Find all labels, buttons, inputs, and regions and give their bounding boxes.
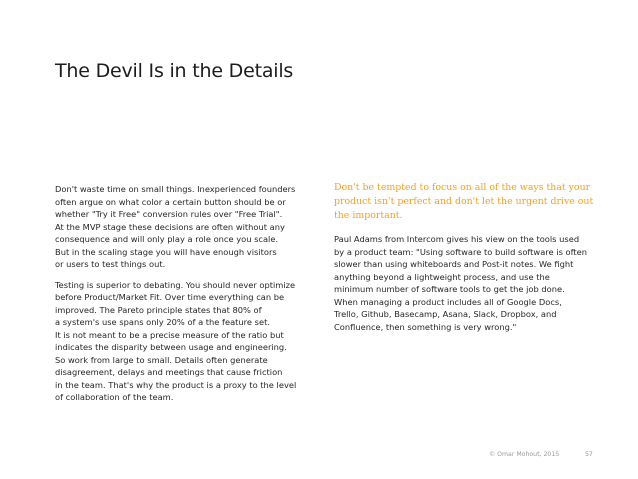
text-line: So work from large to small. Details often generate (55, 354, 268, 365)
text-line: by a product team: "Using software to build software is often (334, 246, 587, 257)
left-column (55, 183, 300, 412)
right-column (334, 181, 596, 333)
text-line: improved. The Pareto principle states that 80% of (55, 304, 262, 315)
text-line: slower than using whiteboards and Post-it notes. We fight (334, 259, 574, 269)
left-paragraph-2 (55, 279, 300, 404)
text-line: Trello, Github, Basecamp, Asana, Slack, Dropbox, and (334, 309, 557, 319)
text-line: But in the scaling stage you will have enough visitors (55, 246, 277, 257)
page-number: 57 (585, 451, 593, 458)
text-line: or users to test things out. (55, 259, 166, 269)
text-line: Paul Adams from Intercom gives his view on the tools used (334, 234, 580, 244)
pull-quote (334, 181, 596, 223)
copyright-notice: © Omar Mohout, 2015 (489, 451, 560, 458)
text-line: often argue on what color a certain button should be or (55, 196, 286, 207)
text-line: Confluence, then something is very wrong." (334, 321, 517, 332)
text-line: before Product/Market Fit. Over time everything can be (55, 292, 285, 302)
text-line: Testing is superior to debating. You should never optimize (55, 279, 296, 290)
left-paragraph-1 (55, 183, 300, 271)
text-line: whether "Try it Free" conversion rules over "Free Trial". (55, 209, 283, 219)
text-line: It is not meant to be a precise measure of the ratio but (55, 329, 284, 340)
text-line: indicates the disparity between usage and engineering. (55, 342, 287, 352)
quote-line: the important. (334, 210, 403, 221)
right-paragraph (334, 233, 596, 333)
text-line: in the team. That's why the product is a proxy to the level (55, 379, 297, 390)
text-line: consequence and will only play a role once you scale. (55, 234, 279, 244)
text-line: minimum number of software tools to get the job done. (334, 284, 565, 294)
quote-line: Don't be tempted to focus on all of the ways that your (334, 182, 591, 193)
text-line: of collaboration of the team. (55, 392, 174, 402)
text-line: Don't waste time on small things. Inexperienced founders (55, 184, 296, 194)
text-line: At the MVP stage these decisions are often without any (55, 221, 285, 232)
text-line: When managing a product includes all of Google Docs, (334, 296, 562, 307)
text-line: disagreement, delays and meetings that cause friction (55, 367, 283, 377)
quote-line: product isn't perfect and don't let the urgent drive out (334, 196, 594, 207)
slide-title: The Devil Is in the Details (55, 60, 294, 82)
text-line: a system's use spans only 20% of a the feature set. (55, 317, 270, 327)
text-line: anything beyond a lightweight process, and use the (334, 271, 550, 282)
